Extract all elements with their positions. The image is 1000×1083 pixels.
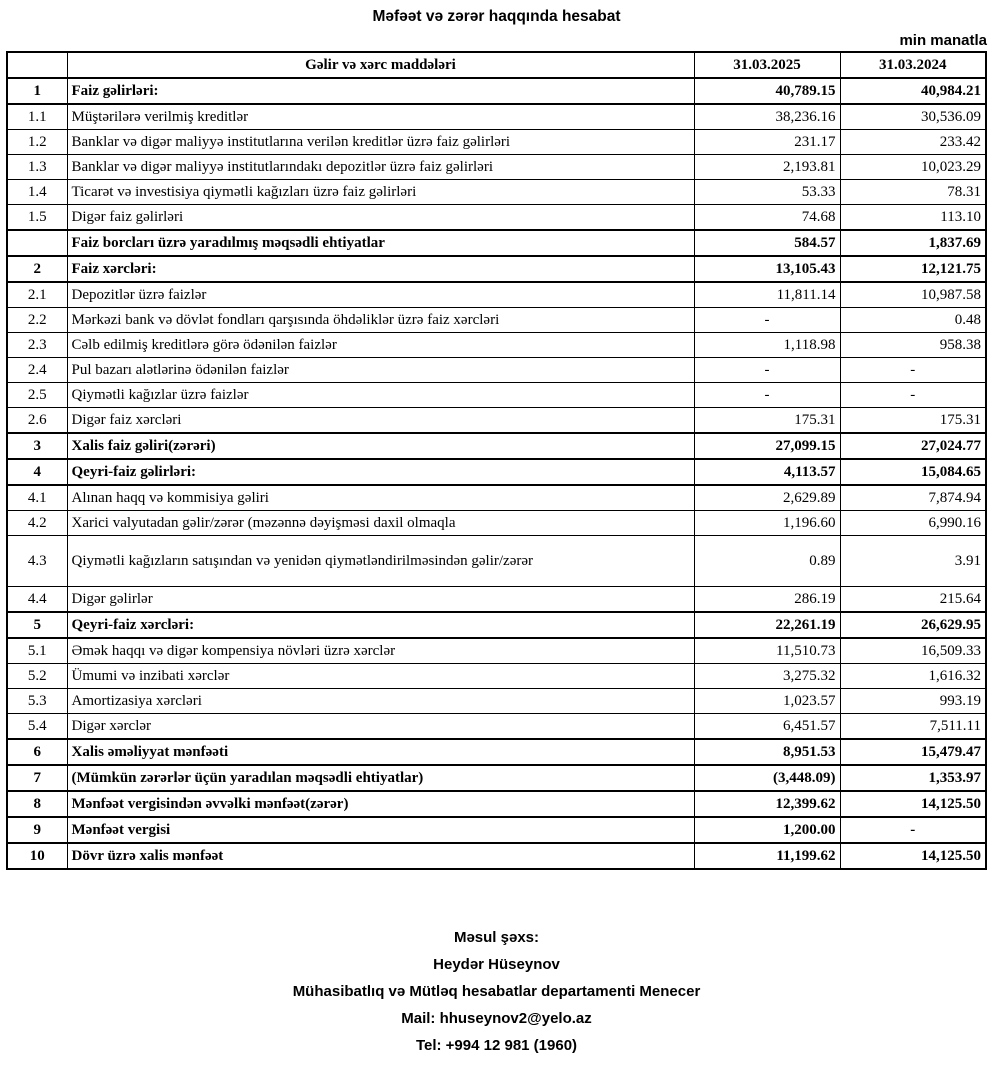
row-number: 1.5 — [7, 205, 67, 231]
table-row — [7, 408, 986, 434]
row-number: 4.4 — [7, 587, 67, 613]
value-2025: 53.33 — [694, 180, 840, 205]
footer-line: Mühasibatlıq və Mütləq hesabatlar departamenti Menecer — [292, 983, 701, 1000]
income-statement-table — [6, 51, 987, 870]
value-2024: 10,987.58 — [840, 282, 986, 308]
row-number: 4.1 — [7, 485, 67, 511]
value-2024: - — [840, 358, 986, 383]
value-2025: 12,399.62 — [694, 791, 840, 817]
row-item-label: Ümumi və inzibati xərclər — [67, 664, 694, 689]
value-2025: 22,261.19 — [694, 612, 840, 638]
row-item-label: Faiz borcları üzrə yaradılmış məqsədli ehtiyatlar — [67, 230, 694, 256]
table-row — [7, 230, 986, 256]
value-2025: 8,951.53 — [694, 739, 840, 765]
row-item-label: Digər faiz gəlirləri — [67, 205, 694, 231]
table-row — [7, 433, 986, 459]
row-item-label: Qeyri-faiz xərcləri: — [67, 612, 694, 638]
table-row — [7, 130, 986, 155]
value-2024: 26,629.95 — [840, 612, 986, 638]
value-2025: 231.17 — [694, 130, 840, 155]
table-row — [7, 612, 986, 638]
row-number: 9 — [7, 817, 67, 843]
row-item-label: Banklar və digər maliyyə institutlarındakı depozitlər üzrə faiz gəlirləri — [67, 155, 694, 180]
value-2024: 215.64 — [840, 587, 986, 613]
row-number: 1.2 — [7, 130, 67, 155]
value-2024: 175.31 — [840, 408, 986, 434]
row-number: 5.1 — [7, 638, 67, 664]
value-2024: 78.31 — [840, 180, 986, 205]
row-item-label: Ticarət və investisiya qiymətli kağızları üzrə faiz gəlirləri — [67, 180, 694, 205]
value-2025: 11,510.73 — [694, 638, 840, 664]
row-number: 3 — [7, 433, 67, 459]
value-2025: 3,275.32 — [694, 664, 840, 689]
header-row-number — [7, 52, 67, 78]
table-row — [7, 739, 986, 765]
value-2024: 0.48 — [840, 308, 986, 333]
table-row — [7, 180, 986, 205]
value-2025: 1,196.60 — [694, 511, 840, 536]
value-2025: 11,811.14 — [694, 282, 840, 308]
value-2025: - — [694, 358, 840, 383]
row-item-label: Xalis əməliyyat mənfəəti — [67, 739, 694, 765]
value-2024: 1,616.32 — [840, 664, 986, 689]
row-item-label: Faiz xərcləri: — [67, 256, 694, 282]
table-row — [7, 714, 986, 740]
value-2025: 38,236.16 — [694, 104, 840, 130]
header-date-2025: 31.03.2025 — [694, 52, 840, 78]
value-2024: - — [840, 817, 986, 843]
row-item-label: Mənfəət vergisi — [67, 817, 694, 843]
row-item-label: Mənfəət vergisindən əvvəlki mənfəət(zərər) — [67, 791, 694, 817]
table-row — [7, 536, 986, 587]
row-number: 5.3 — [7, 689, 67, 714]
row-number: 4 — [7, 459, 67, 485]
header-date-2024: 31.03.2024 — [840, 52, 986, 78]
value-2025: 175.31 — [694, 408, 840, 434]
row-number — [7, 230, 67, 256]
table-row — [7, 587, 986, 613]
row-number: 8 — [7, 791, 67, 817]
row-number: 2.5 — [7, 383, 67, 408]
value-2025: 1,118.98 — [694, 333, 840, 358]
row-number: 2.1 — [7, 282, 67, 308]
row-item-label: Depozitlər üzrə faizlər — [67, 282, 694, 308]
row-number: 5.4 — [7, 714, 67, 740]
table-row — [7, 155, 986, 180]
row-item-label: Qeyri-faiz gəlirləri: — [67, 459, 694, 485]
row-number: 10 — [7, 843, 67, 869]
row-item-label: Əmək haqqı və digər kompensiya növləri üzrə xərclər — [67, 638, 694, 664]
value-2024: 233.42 — [840, 130, 986, 155]
value-2024: 1,353.97 — [840, 765, 986, 791]
row-item-label: Digər xərclər — [67, 714, 694, 740]
row-item-label: Pul bazarı alətlərinə ödənilən faizlər — [67, 358, 694, 383]
value-2025: 13,105.43 — [694, 256, 840, 282]
table-row — [7, 817, 986, 843]
value-2024: 6,990.16 — [840, 511, 986, 536]
value-2024: 1,837.69 — [840, 230, 986, 256]
value-2024: - — [840, 383, 986, 408]
value-2024: 30,536.09 — [840, 104, 986, 130]
footer-line: Mail: hhuseynov2@yelo.az — [401, 1010, 592, 1027]
value-2024: 3.91 — [840, 536, 986, 587]
value-2025: - — [694, 383, 840, 408]
row-number: 5.2 — [7, 664, 67, 689]
table-row — [7, 78, 986, 104]
row-item-label: (Mümkün zərərlər üçün yaradılan məqsədli ehtiyatlar) — [67, 765, 694, 791]
table-row — [7, 308, 986, 333]
value-2025: 0.89 — [694, 536, 840, 587]
footer — [6, 928, 987, 1055]
unit-note: min manatla — [899, 32, 987, 49]
value-2025: 27,099.15 — [694, 433, 840, 459]
value-2024: 10,023.29 — [840, 155, 986, 180]
row-item-label: Müştərilərə verilmiş kreditlər — [67, 104, 694, 130]
value-2024: 958.38 — [840, 333, 986, 358]
row-item-label: Xarici valyutadan gəlir/zərər (məzənnə dəyişməsi daxil olmaqla — [67, 511, 694, 536]
value-2025: - — [694, 308, 840, 333]
row-item-label: Faiz gəlirləri: — [67, 78, 694, 104]
row-item-label: Qiymətli kağızlar üzrə faizlər — [67, 383, 694, 408]
value-2025: 4,113.57 — [694, 459, 840, 485]
header-items: Gəlir və xərc maddələri — [67, 52, 694, 78]
table-row — [7, 205, 986, 231]
table-row — [7, 765, 986, 791]
row-number: 4.2 — [7, 511, 67, 536]
value-2024: 27,024.77 — [840, 433, 986, 459]
row-number: 5 — [7, 612, 67, 638]
table-row — [7, 511, 986, 536]
footer-line: Məsul şəxs: — [453, 929, 540, 946]
row-item-label: Mərkəzi bank və dövlət fondları qarşısında öhdəliklər üzrə faiz xərcləri — [67, 308, 694, 333]
table-row — [7, 485, 986, 511]
table-row — [7, 333, 986, 358]
row-number: 1 — [7, 78, 67, 104]
row-number: 1.3 — [7, 155, 67, 180]
row-item-label: Banklar və digər maliyyə institutlarına verilən kreditlər üzrə faiz gəlirləri — [67, 130, 694, 155]
value-2024: 40,984.21 — [840, 78, 986, 104]
row-number: 1.4 — [7, 180, 67, 205]
row-item-label: Digər faiz xərcləri — [67, 408, 694, 434]
table-body — [7, 78, 986, 869]
value-2024: 15,479.47 — [840, 739, 986, 765]
row-item-label: Alınan haqq və kommisiya gəliri — [67, 485, 694, 511]
value-2025: 286.19 — [694, 587, 840, 613]
value-2025: 6,451.57 — [694, 714, 840, 740]
value-2025: 1,200.00 — [694, 817, 840, 843]
row-number: 2.2 — [7, 308, 67, 333]
table-row — [7, 358, 986, 383]
value-2024: 113.10 — [840, 205, 986, 231]
row-number: 6 — [7, 739, 67, 765]
value-2025: 584.57 — [694, 230, 840, 256]
value-2025: 1,023.57 — [694, 689, 840, 714]
value-2024: 993.19 — [840, 689, 986, 714]
row-item-label: Digər gəlirlər — [67, 587, 694, 613]
table-row — [7, 638, 986, 664]
table-header-row — [7, 52, 986, 78]
row-number: 2.4 — [7, 358, 67, 383]
row-number: 1.1 — [7, 104, 67, 130]
row-number: 2.3 — [7, 333, 67, 358]
row-item-label: Amortizasiya xərcləri — [67, 689, 694, 714]
footer-line: Heydər Hüseynov — [433, 956, 560, 973]
row-item-label: Cəlb edilmiş kreditlərə görə ödənilən faizlər — [67, 333, 694, 358]
value-2024: 15,084.65 — [840, 459, 986, 485]
table-row — [7, 791, 986, 817]
table-row — [7, 256, 986, 282]
row-number: 4.3 — [7, 536, 67, 587]
table-row — [7, 689, 986, 714]
value-2024: 14,125.50 — [840, 843, 986, 869]
value-2024: 7,511.11 — [840, 714, 986, 740]
row-item-label: Dövr üzrə xalis mənfəət — [67, 843, 694, 869]
table-row — [7, 459, 986, 485]
table-row — [7, 383, 986, 408]
value-2025: 11,199.62 — [694, 843, 840, 869]
row-number: 2.6 — [7, 408, 67, 434]
row-item-label: Qiymətli kağızların satışından və yenidən qiymətləndirilməsindən gəlir/zərər — [67, 536, 694, 587]
footer-line: Tel: +994 12 981 (1960) — [415, 1037, 578, 1054]
row-number: 2 — [7, 256, 67, 282]
table-row — [7, 104, 986, 130]
value-2025: 2,193.81 — [694, 155, 840, 180]
value-2025: 74.68 — [694, 205, 840, 231]
value-2024: 16,509.33 — [840, 638, 986, 664]
table-row — [7, 282, 986, 308]
row-item-label: Xalis faiz gəliri(zərəri) — [67, 433, 694, 459]
table-row — [7, 843, 986, 869]
value-2024: 14,125.50 — [840, 791, 986, 817]
value-2024: 7,874.94 — [840, 485, 986, 511]
row-number: 7 — [7, 765, 67, 791]
value-2024: 12,121.75 — [840, 256, 986, 282]
value-2025: (3,448.09) — [694, 765, 840, 791]
page-title: Məfəət və zərər haqqında hesabat — [372, 8, 621, 25]
value-2025: 2,629.89 — [694, 485, 840, 511]
value-2025: 40,789.15 — [694, 78, 840, 104]
table-row — [7, 664, 986, 689]
